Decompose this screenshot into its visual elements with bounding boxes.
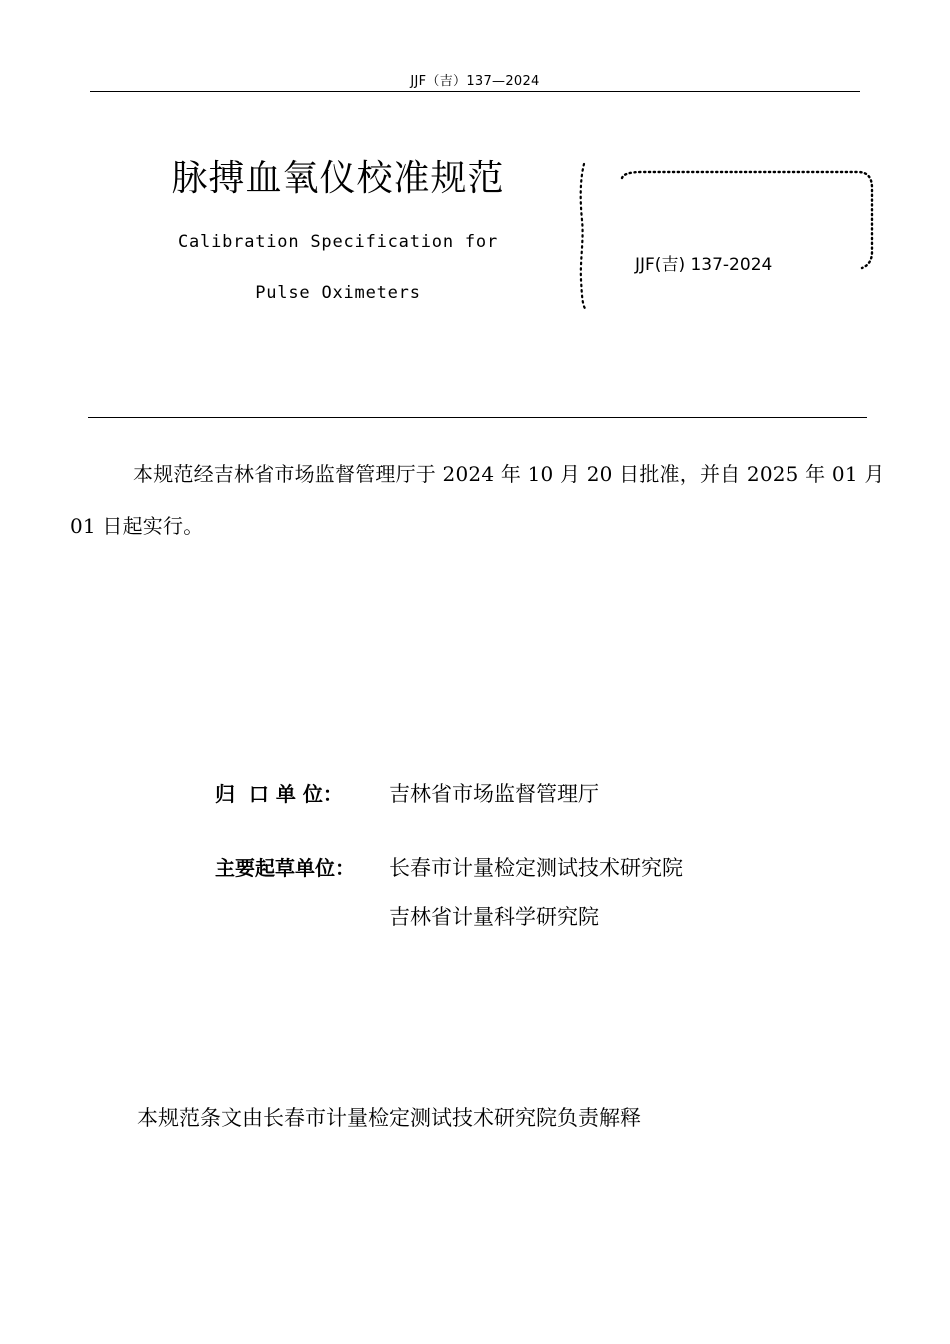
authority-label: 归 口 单 位： [215, 782, 343, 806]
drafter-item: 长春市计量检定测试技术研究院 [389, 856, 683, 880]
drafters-label: 主要起草单位： [215, 856, 355, 880]
code-box-text: JJF(吉) 137-2024 [635, 255, 773, 275]
approval-statement: 本规范经吉林省市场监督管理厅于 2024 年 10 月 20 日批准，并自 2025 年 01 月 01 日起实行。 [70, 462, 885, 538]
dotted-divider [574, 160, 594, 312]
english-title-line-1: Calibration Specification for [177, 232, 498, 252]
header-standard-code: JJF（吉）137—2024 [410, 74, 540, 89]
page-title: 脉搏血氧仪校准规范 [171, 158, 505, 199]
cover-divider [88, 417, 867, 418]
english-title-line-2: Pulse Oximeters [255, 283, 421, 303]
drafter-item: 吉林省计量科学研究院 [389, 905, 599, 929]
header-rule [90, 91, 860, 92]
authority-value: 吉林省市场监督管理厅 [389, 782, 599, 806]
interpretation-note: 本规范条文由长春市计量检定测试技术研究院负责解释 [137, 1106, 641, 1130]
